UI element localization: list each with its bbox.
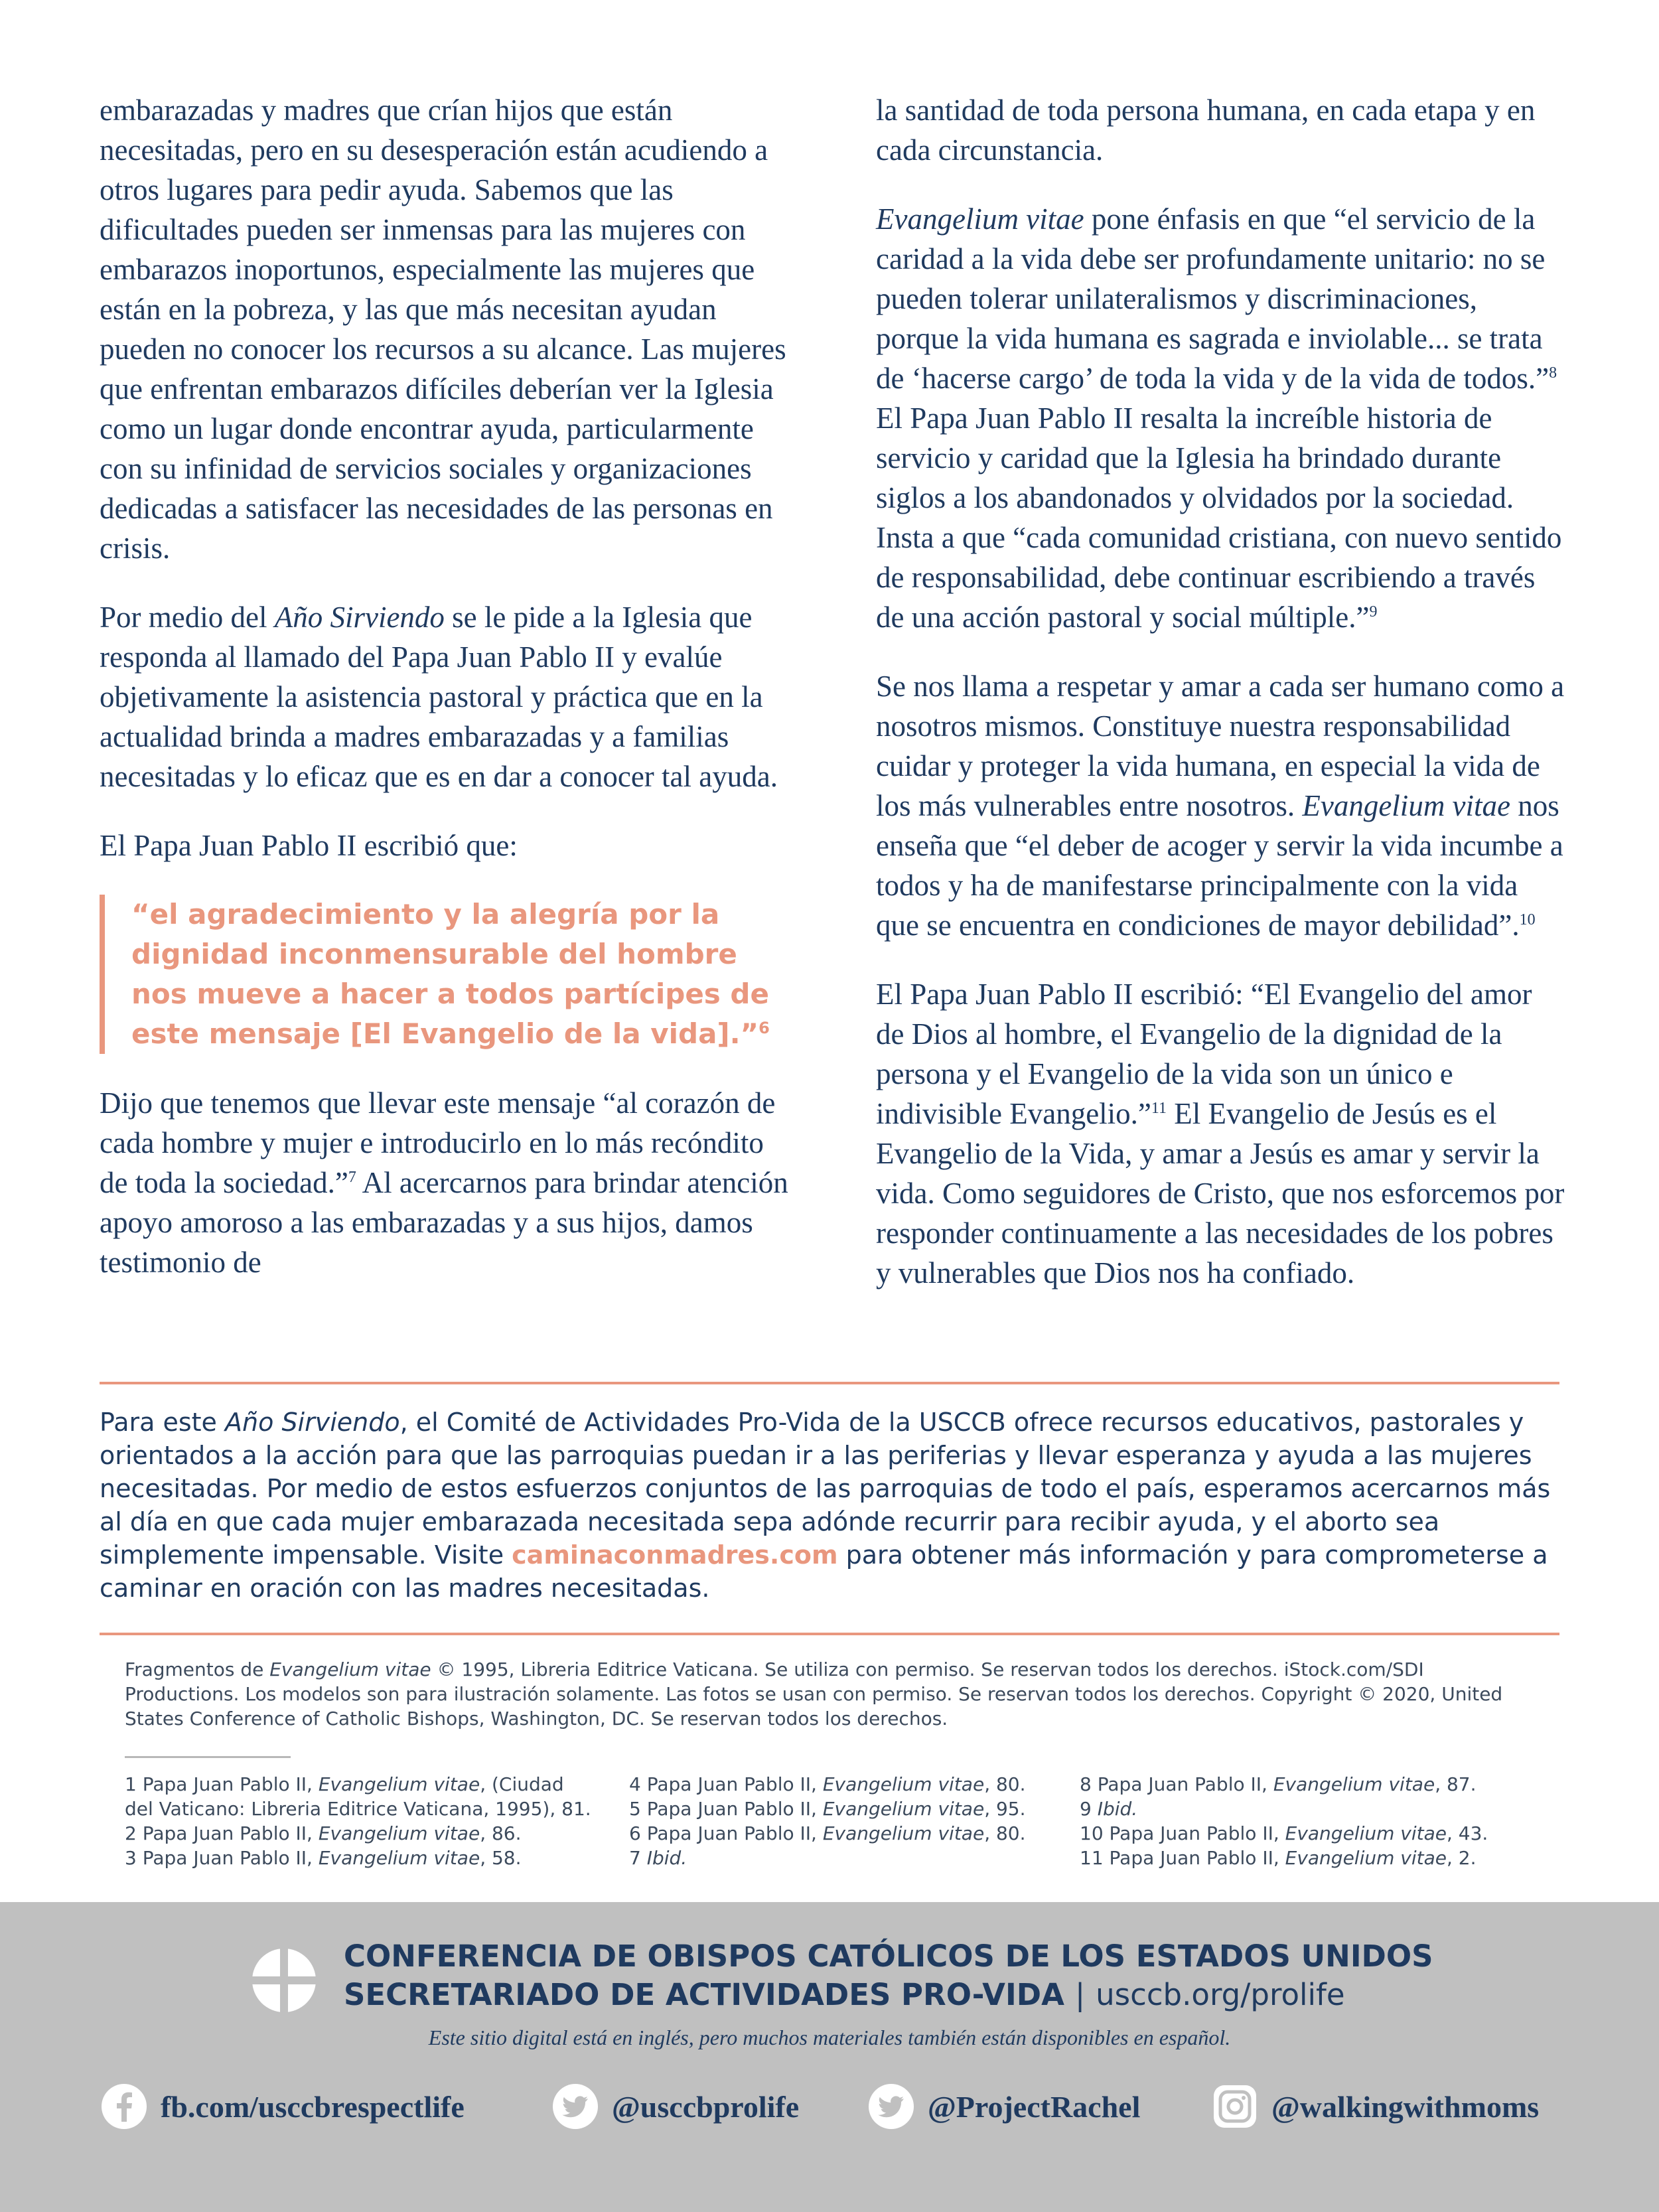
footnote: 6 Papa Juan Pablo II, Evangelium vitae, 80. [629, 1822, 1026, 1844]
text: Se nos llama a respetar y amar a cada ser humano como a nosotros mismos. Constituye nuestra responsabilidad cuidar y proteger la vida humana, en especial la vida de los más vulnerables entre nosotros. [876, 670, 1565, 822]
text: © 1995, Libreria Editrice Vaticana. Se utiliza con permiso. Se reservan todos los derechos. iStock.com/SDI Productions. Los modelos son para ilustración solamente. Las fotos se usan con permiso. Se reservan todos los derechos. Copyright © 2020, United States Conference of Catholic Bishops, Washington, DC. Se reservan todos los derechos. [125, 1659, 1503, 1730]
instagram-icon [1212, 2083, 1258, 2130]
footnote: 5 Papa Juan Pablo II, Evangelium vitae, 95. [629, 1798, 1026, 1820]
tagline: Este sitio digital está en inglés, pero muchos materiales también están disponibles en español. [428, 2026, 1231, 2049]
body-paragraph [876, 974, 1566, 1293]
footnote: 4 Papa Juan Pablo II, Evangelium vitae, 80. [629, 1773, 1026, 1795]
facebook-icon [101, 2083, 147, 2130]
footnotes-divider [125, 1756, 291, 1758]
organization-name: CONFERENCIA DE OBISPOS CATÓLICOS DE LOS ESTADOS UNIDOS [344, 1939, 1433, 1974]
text: Por medio del [100, 601, 275, 634]
italic-title: Evangelium vitae [269, 1659, 431, 1680]
website-link[interactable]: usccb.org/prolife [1096, 1977, 1345, 2012]
department-name: SECRETARIADO DE ACTIVIDADES PRO-VIDA [344, 1977, 1064, 2012]
italic-title: Evangelium vitae [876, 202, 1084, 236]
footnote: 10 Papa Juan Pablo II, Evangelium vitae, 43. [1080, 1822, 1488, 1844]
body-paragraph [100, 597, 790, 796]
right-column [876, 90, 1566, 1322]
footnote: 11 Papa Juan Pablo II, Evangelium vitae, 2. [1080, 1847, 1477, 1869]
footnote-ref: 8 [1549, 364, 1557, 382]
social-twitter-usccbprolife[interactable] [552, 2080, 799, 2133]
text: se le pide a la Iglesia que responda al llamado del Papa Juan Pablo II y evalúe objetivamente la asistencia pastoral y práctica que en la actualidad brinda a madres embarazadas y a familias necesitadas y lo eficaz que es en dar a conocer tal ayuda. [100, 601, 778, 793]
social-twitter-projectrachel[interactable] [868, 2080, 1140, 2133]
text: El Evangelio de Jesús es el Evangelio de la Vida, y amar a Jesús es amar y servir la vida. Como seguidores de Cristo, que nos esforcemos por responder continuamente a las necesidades de los pobres y vulnerables que Dios nos ha confiado. [876, 1097, 1565, 1290]
footnotes-col-1 [125, 1772, 591, 1870]
social-handle: @ProjectRachel [928, 2089, 1141, 2124]
text: Al acercarnos para brindar atención apoyo amoroso a las embarazadas y a sus hijos, damos testimonio de [100, 1166, 788, 1279]
footnote-ref: 9 [1369, 603, 1378, 621]
footnote: 3 Papa Juan Pablo II, Evangelium vitae, 58. [125, 1847, 522, 1869]
text: pone énfasis en que “el servicio de la caridad a la vida debe ser profundamente unitario: no se pueden tolerar unilateralismos y discriminaciones, porque la vida humana es sagrada e inviolable... se trata de ‘hacerse cargo’ de toda la vida y de la vida de todos.” [876, 202, 1550, 395]
pull-quote [100, 895, 790, 1054]
social-handle: fb.com/usccbrespectlife [161, 2089, 465, 2124]
divider [100, 1382, 1559, 1384]
quote-text: “el agradecimiento y la alegría por la dignidad inconmensurable del hombre nos mueve a hacer a todos partícipes de este mensaje [El Evangelio de la vida].” [131, 898, 769, 1050]
text: Fragmentos de [125, 1659, 270, 1680]
social-handle: @walkingwithmoms [1271, 2089, 1540, 2124]
footnote: del Vaticano: Libreria Editrice Vaticana, 1995), 81. [125, 1798, 591, 1820]
italic-title: Evangelium vitae [1302, 789, 1511, 822]
italic-title: Año Sirviendo [225, 1408, 400, 1437]
twitter-icon [552, 2083, 599, 2130]
text: para obtener más información y para comprometerse a caminar en oración con las madres necesitadas. [100, 1540, 1548, 1603]
footnote: 1 Papa Juan Pablo II, Evangelium vitae, (Ciudad [125, 1773, 564, 1795]
divider [100, 1633, 1559, 1635]
body-paragraph [100, 1083, 790, 1282]
twitter-icon [868, 2083, 914, 2130]
footer-band [0, 1902, 1659, 2212]
credits-text [125, 1657, 1518, 1731]
website-link[interactable]: caminaconmadres.com [512, 1540, 838, 1570]
footnote-ref: 11 [1151, 1100, 1167, 1117]
footnote: 7 Ibid. [629, 1847, 687, 1869]
social-facebook[interactable] [101, 2080, 465, 2133]
body-paragraph [876, 666, 1566, 945]
footnotes-col-2 [629, 1772, 1026, 1870]
italic-title: Año Sirviendo [274, 601, 445, 634]
body-paragraph: la santidad de toda persona humana, en cada etapa y en cada circunstancia. [876, 94, 1536, 167]
promo-paragraph [100, 1406, 1559, 1605]
text: Dijo que tenemos que llevar este mensaje “al corazón de cada hombre y mujer e introducirlo en lo más recóndito de toda la sociedad.” [100, 1086, 776, 1199]
text: El Papa Juan Pablo II escribió: “El Evangelio del amor de Dios al hombre, el Evangelio de la dignidad de la persona y el Evangelio de la vida son un único e indivisible Evangelio.” [876, 978, 1532, 1130]
footnote-ref: 10 [1519, 911, 1536, 928]
department-line [344, 1976, 1345, 2014]
separator: | [1074, 1977, 1086, 2012]
body-paragraph: El Papa Juan Pablo II escribió que: [100, 829, 518, 862]
text: nos enseña que “el deber de acoger y servir la vida incumbe a todos y ha de manifestarse principalmente con la vida que se encuentra en condiciones de mayor debilidad”. [876, 789, 1563, 942]
footnote: 8 Papa Juan Pablo II, Evangelium vitae, 87. [1080, 1773, 1477, 1795]
usccb-cross-logo-icon [251, 1947, 317, 2014]
footnote: 9 Ibid. [1080, 1798, 1138, 1820]
footnote-ref: 7 [348, 1169, 356, 1186]
text: Para este [100, 1408, 226, 1437]
social-handle: @usccbprolife [612, 2089, 800, 2124]
text: El Papa Juan Pablo II resalta la increíble historia de servicio y caridad que la Iglesia ha brindado durante siglos a los abandonados y olvidados por la sociedad. Insta a que “cada comunidad cristiana, con nuevo sentido de responsabilidad, debe continuar escribiendo a través de una acción pastoral y social múltiple.” [876, 402, 1562, 634]
left-column [100, 90, 790, 1311]
body-paragraph: embarazadas y madres que crían hijos que están necesitadas, pero en su desesperación están acudiendo a otros lugares para pedir ayuda. Sabemos que las dificultades pueden ser inmensas para las mujeres con embarazos inoportunos, especialmente las mujeres que están en la pobreza, y las que más necesitan ayudan pueden no conocer los recursos a su alcance. Las mujeres que enfrentan embarazos difíciles deberían ver la Iglesia como un lugar donde encontrar ayuda, particularmente con su infinidad de servicios sociales y organizaciones dedicadas a satisfacer las necesidades de las personas en crisis. [100, 94, 786, 565]
footnote: 2 Papa Juan Pablo II, Evangelium vitae, 86. [125, 1822, 522, 1844]
footnotes-col-3 [1080, 1772, 1488, 1870]
body-paragraph [876, 199, 1566, 637]
text: , el Comité de Actividades Pro-Vida de la USCCB ofrece recursos educativos, pastorales y orientados a la acción para que las parroquias puedan ir a las periferias y llevar esperanza y ayuda a las mujeres necesitadas. Por medio de estos esfuerzos conjuntos de las parroquias de todo el país, esperamos acercarnos más al día en que cada mujer embarazada necesitada sepa adónde recurrir para recibir ayuda, y el aborto sea simplemente impensable. Visite [100, 1408, 1551, 1570]
footnote-ref: 6 [758, 1019, 770, 1037]
social-instagram[interactable] [1212, 2080, 1539, 2133]
